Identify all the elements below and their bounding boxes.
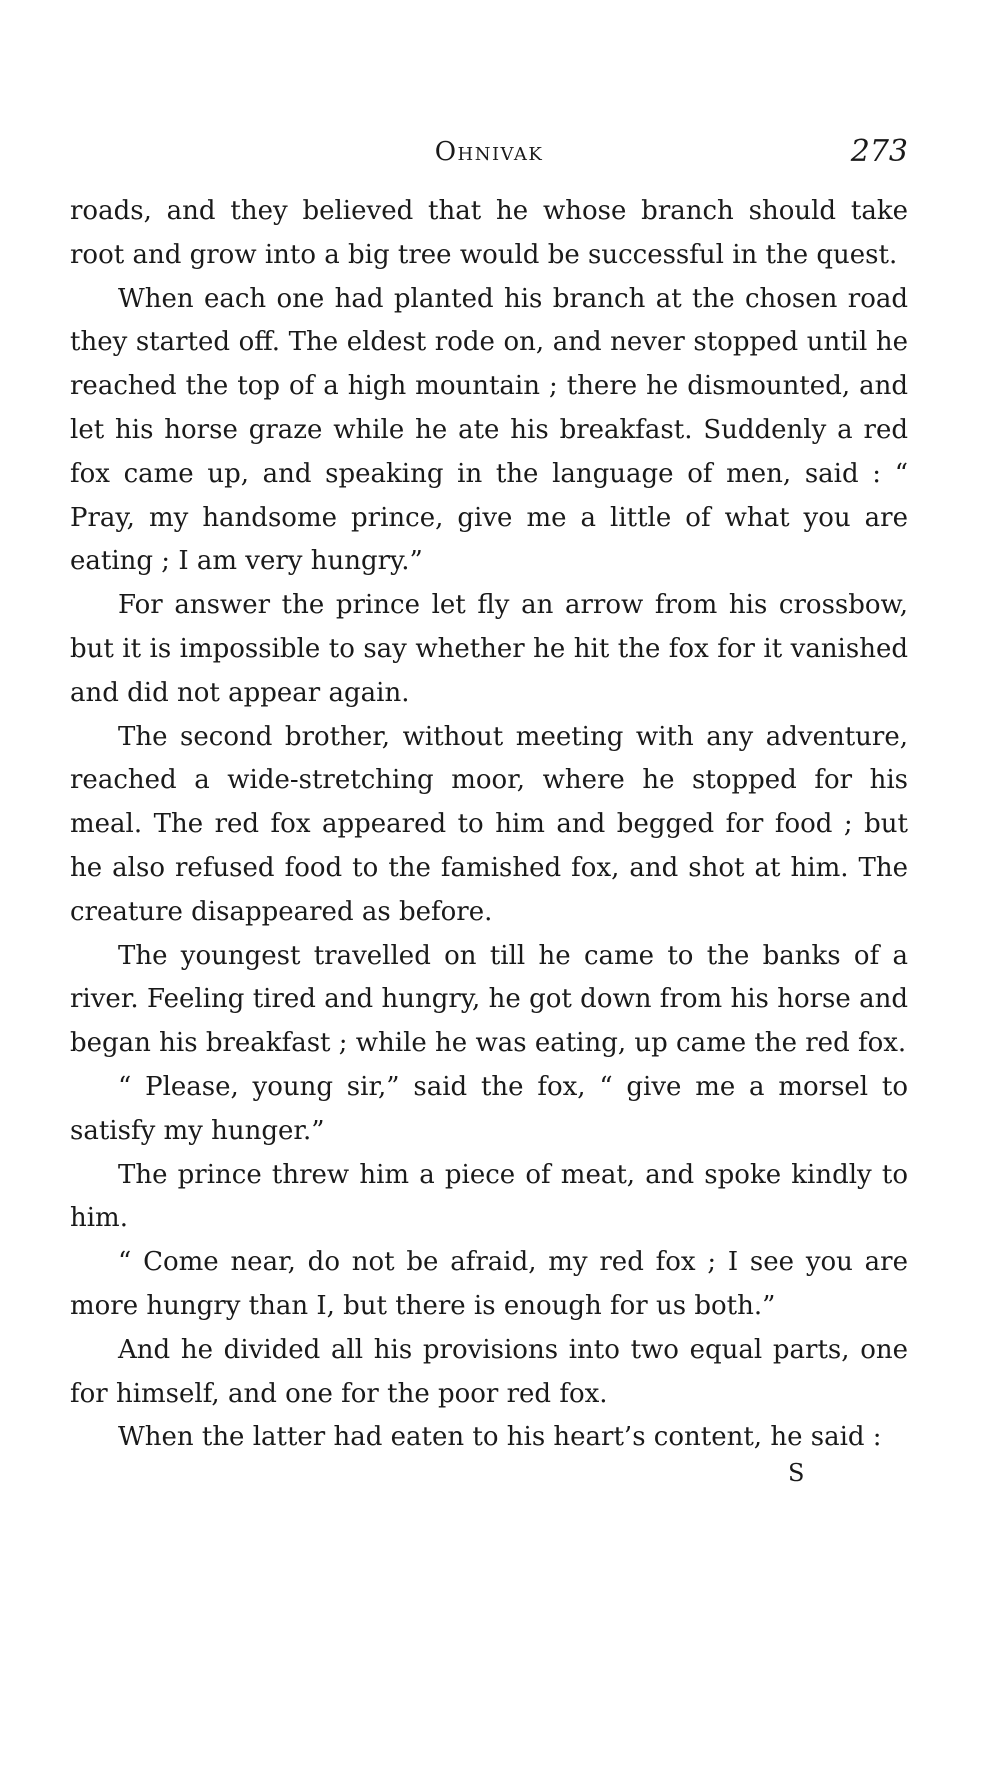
paragraph-continuation: roads, and they believed that he whose branch should take root and grow into a big tree would be successful in the quest.: [70, 196, 908, 270]
paragraph: The prince threw him a piece of meat, and spoke kindly to him.: [70, 1159, 908, 1234]
paragraph: “ Please, young sir,” said the fox, “ give me a morsel to satisfy my hunger.”: [70, 1071, 908, 1146]
running-title: Ohnivak: [434, 137, 544, 167]
body-text: [70, 190, 908, 1460]
paragraph: For answer the prince let fly an arrow from his crossbow, but it is impossible to say whether he hit the fox for it vanished and did not appear again.: [70, 590, 908, 708]
paragraph: When each one had planted his branch at the chosen road they started off. The eldest rode on, and never stopped until he reached the top of a high mountain ; there he dismounted, and let his horse graze while he ate his breakfast. Suddenly a red fox came up, and speaking in the language of men, said : “ Pray, my handsome prince, give me a little of what you are eating ; I am very hungry.”: [70, 283, 908, 577]
paragraph: When the latter had eaten to his heart’s content, he said :: [118, 1422, 882, 1453]
paragraph: The second brother, without meeting with any adventure, reached a wide-stretching moor, where he stopped for his meal. The red fox appeared to him and begged for food ; but he also refused food to the famished fox, and shot at him. The creature disappeared as before.: [70, 721, 908, 927]
page-number: 273: [850, 134, 908, 169]
signature-mark: S: [788, 1459, 805, 1487]
paragraph: The youngest travelled on till he came to the banks of a river. Feeling tired and hungry, he got down from his horse and began his breakfast ; while he was eating, up came the red fox.: [70, 940, 908, 1059]
running-head: [70, 132, 908, 172]
paragraph: “ Come near, do not be afraid, my red fox ; I see you are more hungry than I, but there is enough for us both.”: [70, 1247, 908, 1321]
paragraph: And he divided all his provisions into two equal parts, one for himself, and one for the poor red fox.: [70, 1334, 908, 1409]
